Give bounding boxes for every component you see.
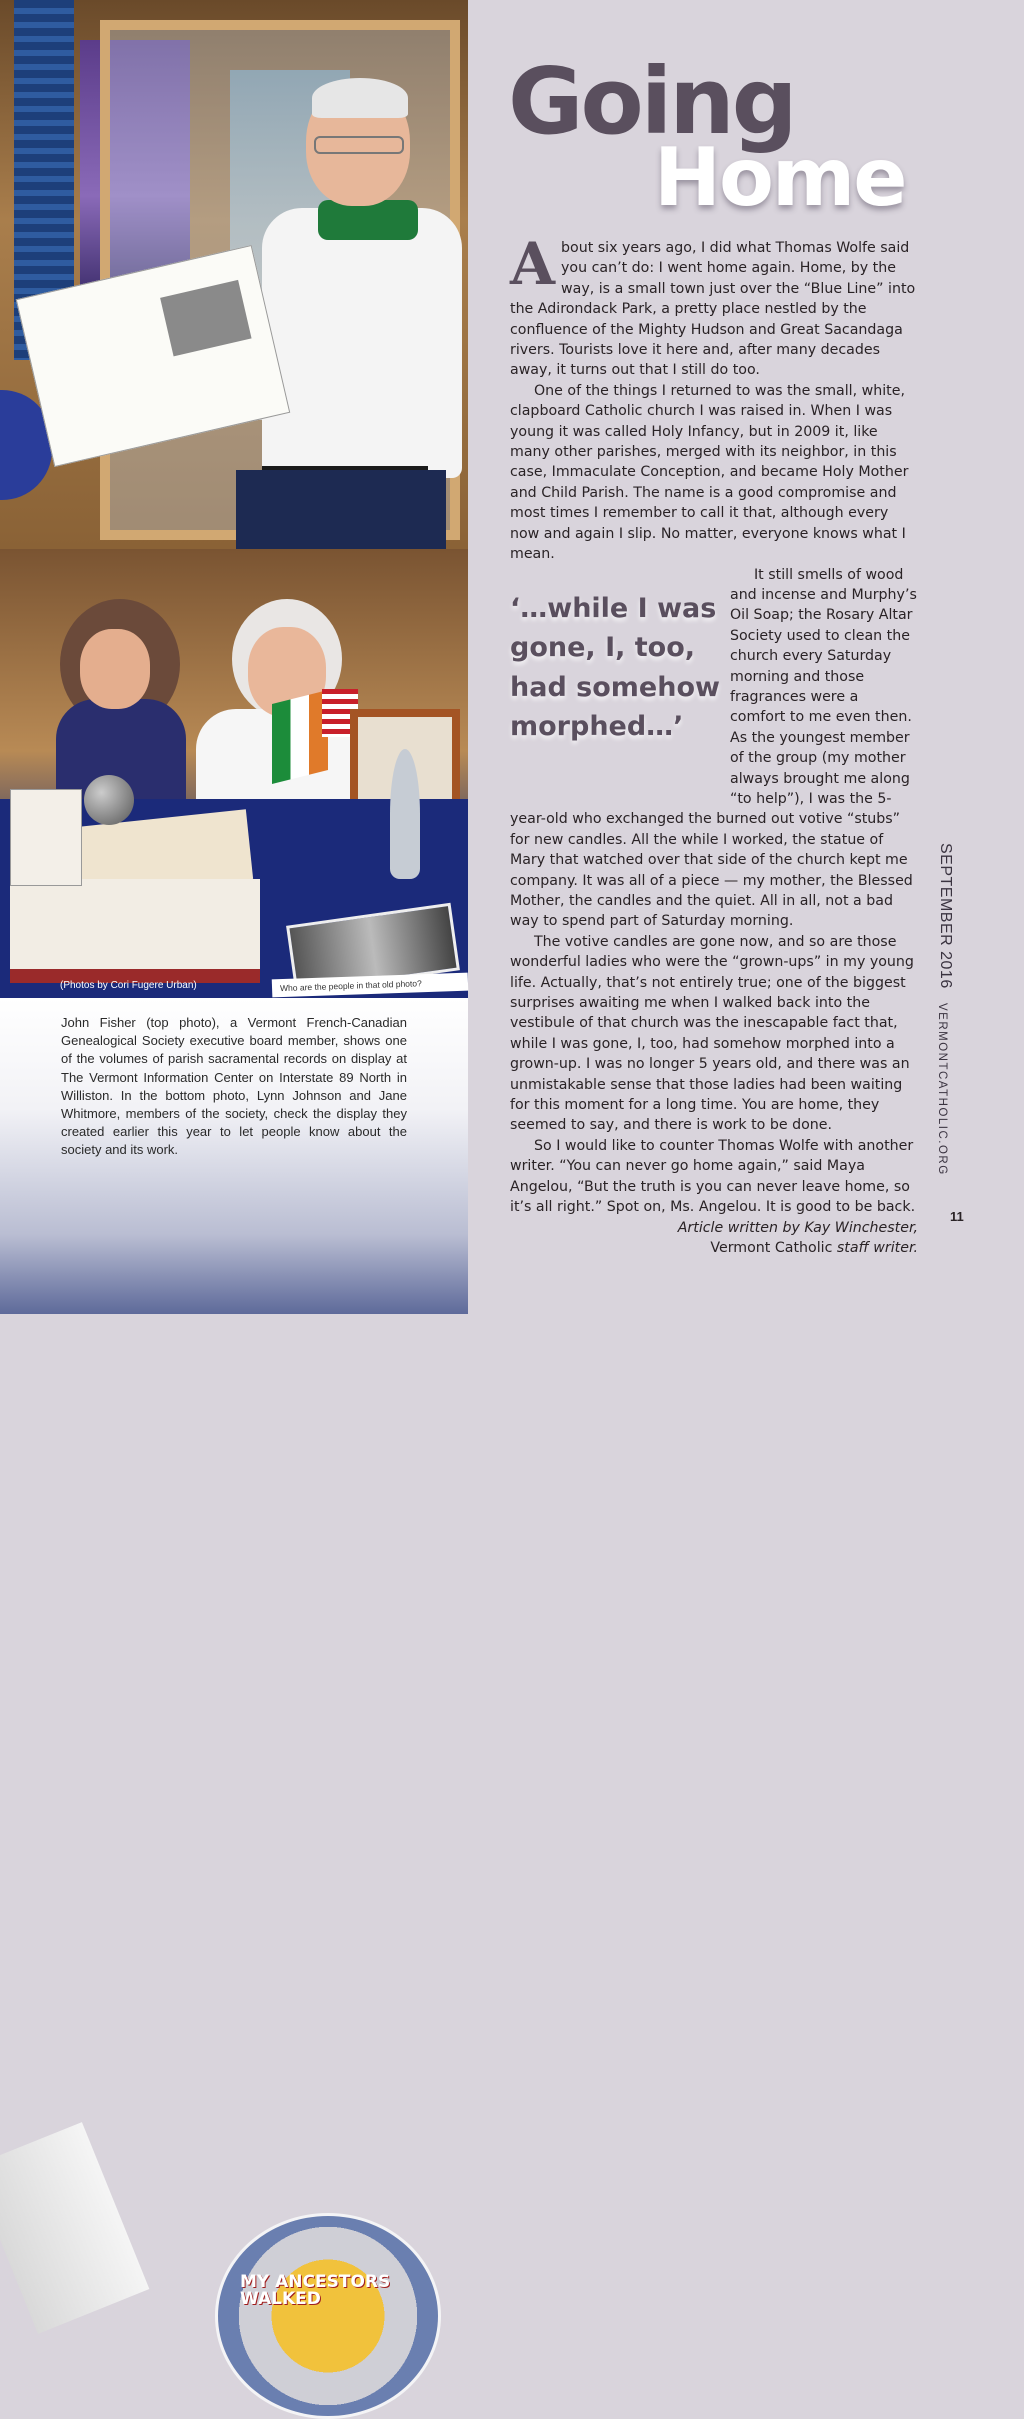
pants [236, 470, 446, 560]
top-photo [0, 0, 468, 549]
vintage-portrait [10, 789, 82, 886]
paragraph-1 [510, 230, 918, 381]
paragraph-4: The votive candles are gone now, and so are those wonderful ladies who were the “grown-ups” in my young life. Actually, that’s not entirely true; one of the biggest surprises awaiting me when I walked back into the vestibule of that church was the inescapable fact that, while I was gone, I, too, had somehow morphed into a grown-up. I was no longer 5 years old, and there was an unmistakable sense that those ladies had been waiting for this moment for a long time. You are home, they seemed to say, and there is work to be done. [510, 933, 914, 1134]
site-url: VERMONTCATHOLIC.ORG [936, 1003, 948, 1176]
woman-left-face [80, 629, 150, 709]
church-illustration [160, 280, 251, 356]
headline-home: Home [654, 131, 906, 224]
issue-month: SEPTEMBER 2016 [937, 843, 954, 989]
man-hair [312, 78, 408, 118]
glasses [314, 136, 404, 154]
headline-going: Going [508, 48, 795, 155]
paragraph-2: One of the things I returned to was the small, white, clapboard Catholic church I was raised in. When I was young it was called Holy Infancy, but in 2009 it, like many other parishes, merged with its neighbor, in this case, Immaculate Conception, and became Holy Mother and Child Parish. The name is a good compromise and most times I remember to call it that, although every now and again I slip. No matter, everyone knows what I mean. [510, 382, 909, 563]
page-number: 11 [950, 1209, 964, 1224]
pull-quote: ‘…while I was gone, I, too, had somehow morphed…’ [510, 592, 720, 743]
article-body [510, 230, 918, 1258]
display-label: Who are the people in that old photo? [272, 973, 469, 998]
book-edge [0, 2122, 149, 2334]
byline-line-1: Article written by Kay Winchester, [677, 1219, 918, 1236]
paragraph-1-text: bout six years ago, I did what Thomas Wolfe said you can’t do: I went home again. Home, by the way, is a small town just over the “Blue Line” into the Adirondack Park, a pretty place nestled by the confluence of the Mighty Hudson and Great Sacandaga rivers. Tourists love it here and, after many decades away, it turns out that I still do too. [510, 240, 916, 379]
irish-flag [272, 690, 328, 784]
sidebar-issue [936, 843, 976, 1176]
shirt-collar [318, 200, 418, 240]
drop-cap: A [510, 230, 556, 298]
badge-text: MY ANCESTORS WALKED [240, 2272, 391, 2309]
staff-writer: staff writer. [832, 1239, 918, 1256]
man-shirt [262, 208, 462, 478]
bottom-photo [0, 549, 468, 998]
ancestors-badge [215, 2213, 441, 2419]
fleur-de-lis-statue [390, 749, 420, 879]
stone-sphere [84, 775, 134, 825]
paragraph-3: It still smells of wood and incense and Murphy’s Oil Soap; the Rosary Altar Society used to clean the church every Saturday morning and those fragrances were a comfort to me even then. As the youngest member of the group (my mother always brought me along “to help”), I was the 5-year-old who exchanged the burned out votive “stubs” for new candles. All the while I worked, the statue of Mary that watched over that side of the church kept me company. It was all of a piece — my mother, the Blessed Mother, the candles and the quiet. All in all, not a bad way to spend part of Saturday morning. [510, 566, 917, 930]
paragraph-5: So I would like to counter Thomas Wolfe with another writer. “You can never go home again,” said Maya Angelou, “But the truth is you can never leave home, so it’s all right.” Spot on, Ms. Angelou. It is good to be back. [510, 1137, 916, 1216]
stacked-books [10, 879, 260, 983]
byline-line-2 [510, 1238, 918, 1258]
photo-caption: John Fisher (top photo), a Vermont French-Canadian Genealogical Society executive board member, shows one of the volumes of parish sacramental records on display at The Vermont Information Center on Interstate 89 North in Williston. In the bottom photo, Lynn Johnson and Jane Whitmore, members of the society, check the display they created earlier this year to let people know about the society and its work. [61, 1015, 407, 1158]
photo-credit: (Photos by Cori Fugere Urban) [60, 980, 197, 991]
publication-name: Vermont Catholic [710, 1239, 833, 1256]
